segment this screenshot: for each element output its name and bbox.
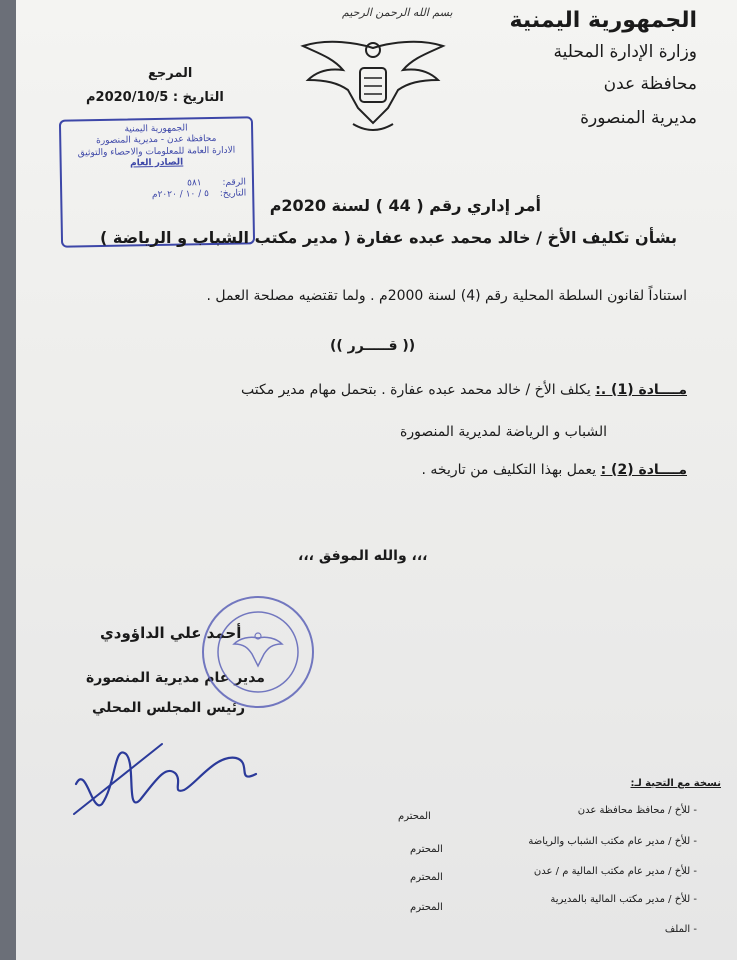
cc-recipient-2-name: للأخ / مدير عام مكتب الشباب والرياضة [528,836,691,847]
ministry-name: وزارة الإدارة المحلية [553,42,697,62]
cc-recipient-5-name: الملف [664,924,691,935]
stamp-number-value: ٥٨١ [187,178,202,189]
closing-phrase: ،،، والله الموفق ،،، [298,548,428,564]
stamp-line-2: محافظة عدن - مديرية المنصورة [96,134,217,147]
governorate-name: محافظة عدن [603,74,697,94]
cc-recipient-1-bullet: - [690,805,697,816]
article-1 [241,382,687,398]
cc-recipient-5 [665,924,697,935]
cc-recipient-3 [534,866,697,877]
cc-recipient-2 [528,836,697,847]
preamble: استناداً لقانون السلطة المحلية رقم (4) لسنة 2000م . ولما تقتضيه مصلحة العمل . [206,288,687,304]
article-2-text: يعمل بهذا التكليف من تاريخه . [421,462,597,478]
article-1-label: مــــادة (1) .: [595,382,687,398]
stamp-line-1: الجمهورية اليمنية [124,123,188,135]
order-subject: بشأن تكليف الأخ / خالد محمد عبده عفارة ( مدير مكتب الشباب و الرياضة ) [100,228,677,247]
seal-emblem-icon [204,598,312,706]
cc-recipient-4-name: للأخ / مدير مكتب المالية بالمديرية [550,894,691,905]
reference-label: المرجع [148,66,193,81]
cc-recipient-1-name: للأخ / محافظ محافظة عدن [577,805,691,816]
official-round-seal [202,596,314,708]
article-1-text: يكلف الأخ / خالد محمد عبده عفارة . بتحمل مهام مدير مكتب [241,382,591,398]
cc-recipient-2-resp: المحترم [410,844,443,855]
stamp-line-4: الصادر العام [129,157,184,169]
date-line: التاريخ : 2020/10/5م [86,90,224,105]
decision-heading: (( قـــــرر )) [330,338,416,354]
basmala: بسم الله الرحمن الرحيم [342,6,453,19]
cc-recipient-1-resp: المحترم [398,811,431,822]
cc-label: نسخة مع التحية لـ: [630,778,721,789]
cc-recipient-4 [550,894,697,905]
cc-recipient-4-resp: المحترم [410,902,443,913]
handwritten-signature [66,724,266,828]
signatory-title-2: رئيس المجلس المحلي [92,700,246,716]
signatory-name: أحمد علي الداؤودي [100,624,242,642]
date-label: التاريخ [182,90,224,105]
cc-recipient-3-bullet: - [690,866,697,877]
stamp-number-label: الرقم: [222,177,247,188]
stamp-date-value: ٥ / ١٠ / ٢٠٢٠م [151,189,210,201]
cc-recipient-2-bullet: - [690,836,697,847]
order-title: أمر إداري رقم ( 44 ) لسنة 2020م [269,196,541,215]
cc-recipient-3-name: للأخ / مدير عام مكتب المالية م / عدن [533,866,691,877]
article-2 [422,462,688,478]
document-page [16,0,737,960]
signatory-title-1: مدير عام مديرية المنصورة [86,670,265,686]
cc-recipient-3-resp: المحترم [410,872,443,883]
yemen-emblem-icon [298,28,448,138]
article-2-label: مــــادة (2) : [600,462,687,478]
country-name: الجمهورية اليمنية [509,8,697,33]
cc-recipient-5-bullet: - [690,924,697,935]
cc-recipient-4-bullet: - [690,894,697,905]
stamp-line-3: الادارة العامة للمعلومات والاحصاء والتوثيق [77,145,236,158]
date-value: 2020/10/5م [86,90,169,105]
stamp-date-label: التاريخ: [219,188,247,200]
article-1-continuation: الشباب و الرياضة لمديرية المنصورة [400,424,607,440]
cc-recipient-1 [578,805,697,816]
district-name: مديرية المنصورة [580,108,697,128]
